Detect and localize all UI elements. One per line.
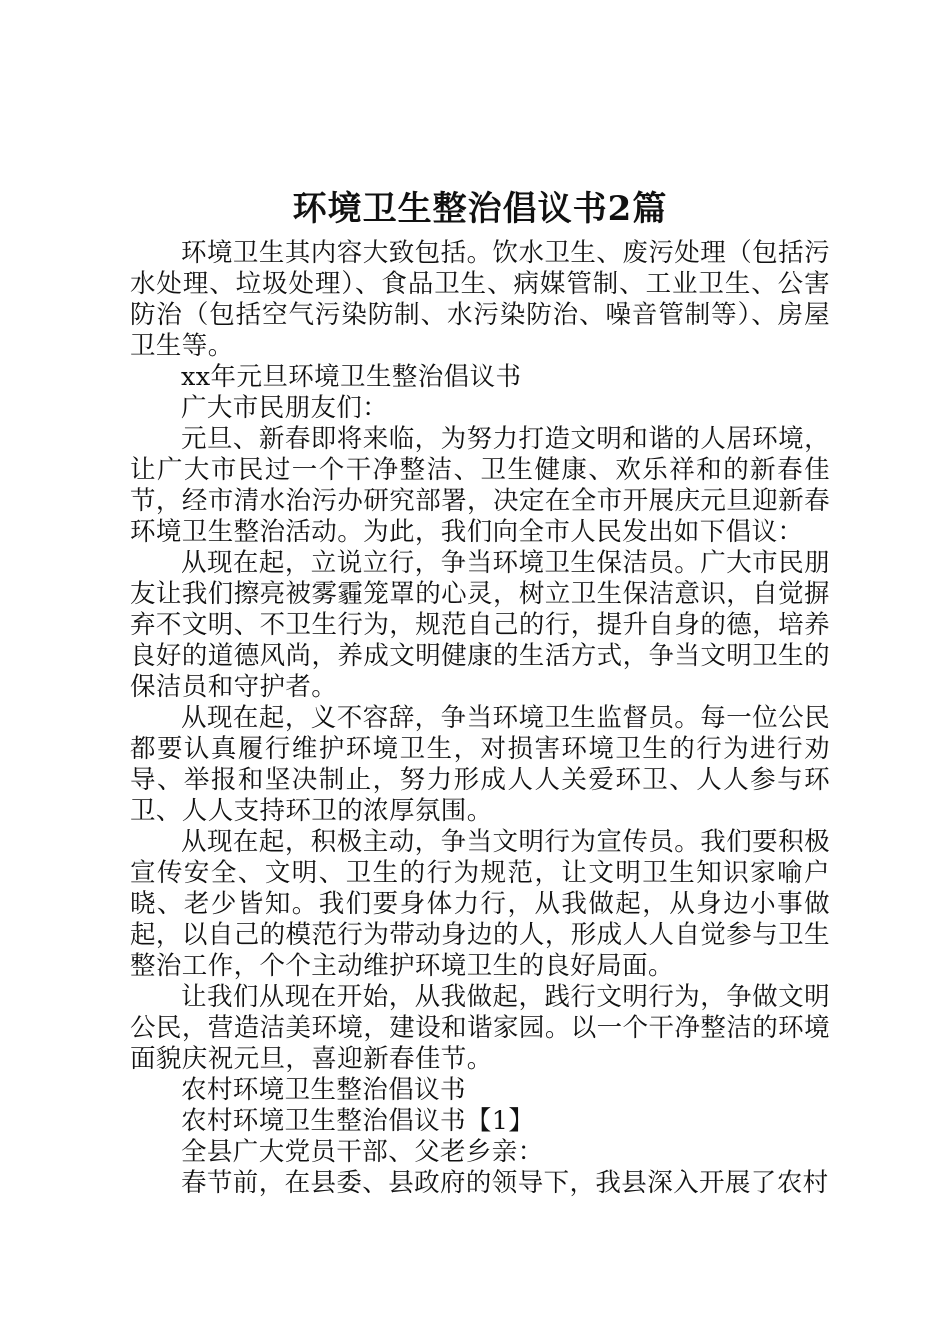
paragraph-heading-yuandan: xx年元旦环境卫生整治倡议书 bbox=[181, 362, 522, 392]
document-page bbox=[130, 184, 830, 1199]
paragraph-intro: 环境卫生其内容大致包括。饮水卫生、废污处理（包括污水处理、垃圾处理）、食品卫生、病媒管制、工业卫生、公害防治（包括空气污染防制、水污染防治、噪音管制等）、房屋卫生等。 bbox=[130, 238, 830, 361]
paragraph-body: 从现在起，积极主动，争当文明行为宣传员。我们要积极宣传安全、文明、卫生的行为规范，让文明卫生知识家喻户晓、老少皆知。我们要身体力行，从我做起，从身边小事做起，以自己的模范行为带动身边的人，形成人人自觉参与卫生整治工作，个个主动维护环境卫生的良好局面。 bbox=[130, 827, 830, 981]
paragraph-salutation: 广大市民朋友们： bbox=[181, 393, 389, 423]
document-title: 环境卫生整治倡议书2篇 bbox=[292, 189, 668, 229]
paragraph-heading-rural-1: 农村环境卫生整治倡议书【1】 bbox=[181, 1106, 535, 1136]
paragraph-heading-rural: 农村环境卫生整治倡议书 bbox=[181, 1075, 466, 1105]
paragraph-body: 让我们从现在开始，从我做起，践行文明行为，争做文明公民，营造洁美环境，建设和谐家园。以一个干净整洁的环境面貌庆祝元旦，喜迎新春佳节。 bbox=[130, 982, 830, 1074]
paragraph-body: 从现在起，立说立行，争当环境卫生保洁员。广大市民朋友让我们擦亮被雾霾笼罩的心灵，树立卫生保洁意识，自觉摒弃不文明、不卫生行为，规范自己的行，提升自身的德，培养良好的道德风尚，养成文明健康的生活方式，争当文明卫生的保洁员和守护者。 bbox=[130, 548, 830, 702]
paragraph-body: 从现在起，义不容辞，争当环境卫生监督员。每一位公民都要认真履行维护环境卫生，对损害环境卫生的行为进行劝导、举报和坚决制止，努力形成人人关爱环卫、人人参与环卫、人人支持环卫的浓厚氛围。 bbox=[130, 703, 830, 826]
document-body bbox=[130, 238, 830, 1199]
paragraph-salutation: 全县广大党员干部、父老乡亲： bbox=[181, 1137, 544, 1167]
paragraph-body: 元旦、新春即将来临，为努力打造文明和谐的人居环境，让广大市民过一个干净整洁、卫生健康、欢乐祥和的新春佳节，经市清水治污办研究部署，决定在全市开展庆元旦迎新春环境卫生整治活动。为此，我们向全市人民发出如下倡议： bbox=[130, 424, 830, 547]
paragraph-body: 春节前，在县委、县政府的领导下，我县深入开展了农村 bbox=[181, 1168, 829, 1198]
